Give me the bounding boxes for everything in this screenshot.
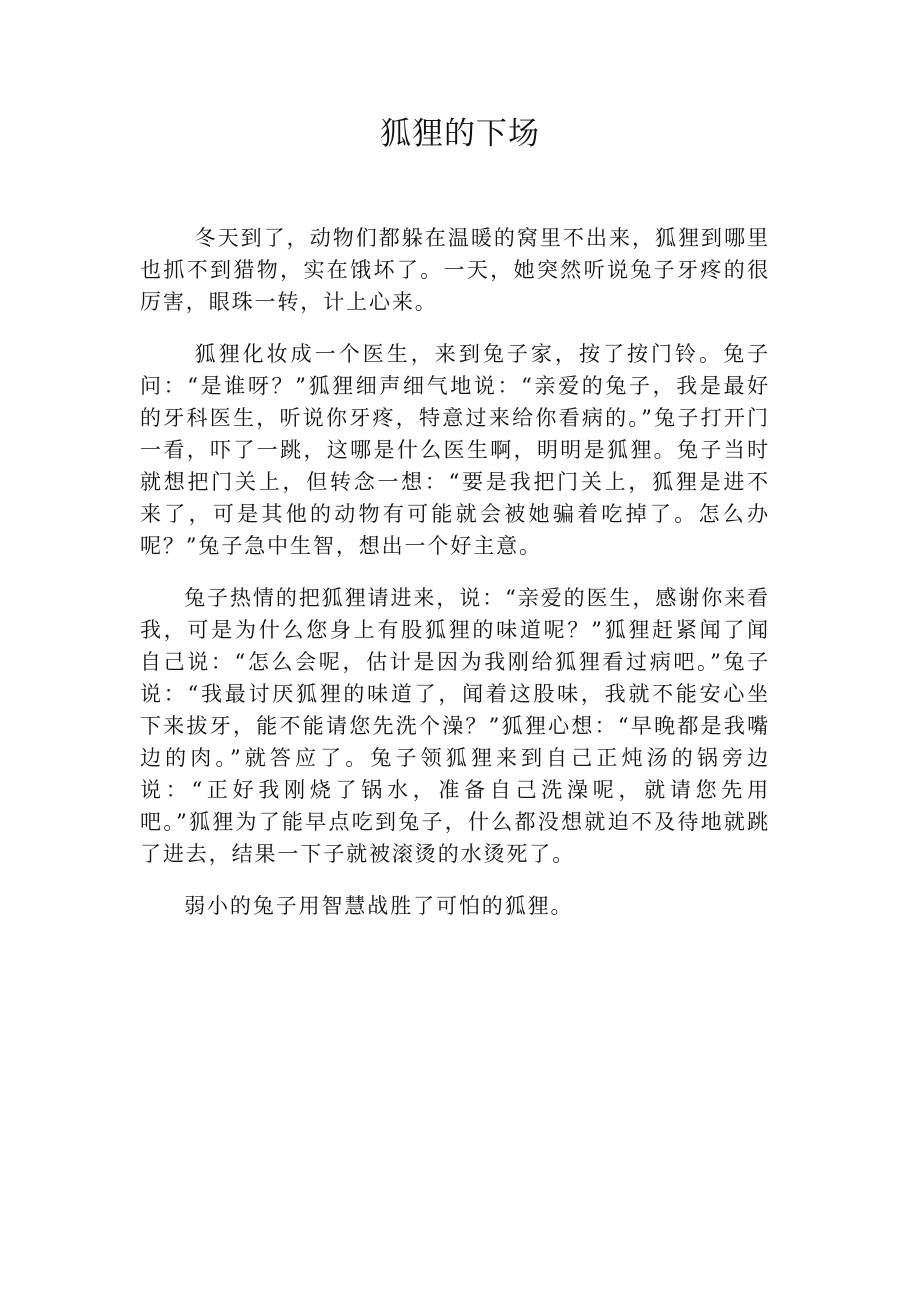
paragraph-1: 冬天到了，动物们都躲在温暖的窝里不出来，狐狸到哪里也抓不到猎物，实在饿坏了。一天，她突然听说兔子牙疼的很厉害，眼珠一转，计上心来。 xyxy=(140,226,770,314)
paragraph-2: 狐狸化妆成一个医生，来到兔子家，按了按门铃。兔子问：“是谁呀？”狐狸细声细气地说：“亲爱的兔子，我是最好的牙科医生，听说你牙疼，特意过来给你看病的。”兔子打开门一看，吓了一跳，这哪是什么医生啊，明明是狐狸。兔子当时就想把门关上，但转念一想：“要是我把门关上，狐狸是进不来了，可是其他的动物有可能就会被她骗着吃掉了。怎么办呢？”兔子急中生智，想出一个好主意。 xyxy=(140,342,770,558)
paragraph-4: 弱小的兔子用智慧战胜了可怕的狐狸。 xyxy=(184,894,574,918)
document-title: 狐狸的下场 xyxy=(380,116,540,152)
document-body xyxy=(140,222,770,942)
paragraph-3: 兔子热情的把狐狸请进来，说：“亲爱的医生，感谢你来看我，可是为什么您身上有股狐狸的味道呢？”狐狸赶紧闻了闻自己说：“怎么会呢，估计是因为我刚给狐狸看过病吧。”兔子说：“我最讨厌狐狸的味道了，闻着这股味，我就不能安心坐下来拔牙，能不能请您先洗个澡？”狐狸心想：“早晚都是我嘴边的肉。”就答应了。兔子领狐狸来到自己正炖汤的锅旁边说：“正好我刚烧了锅水，准备自己洗澡呢，就请您先用吧。”狐狸为了能早点吃到兔子，什么都没想就迫不及待地就跳了进去，结果一下子就被滚烫的水烫死了。 xyxy=(140,586,770,866)
